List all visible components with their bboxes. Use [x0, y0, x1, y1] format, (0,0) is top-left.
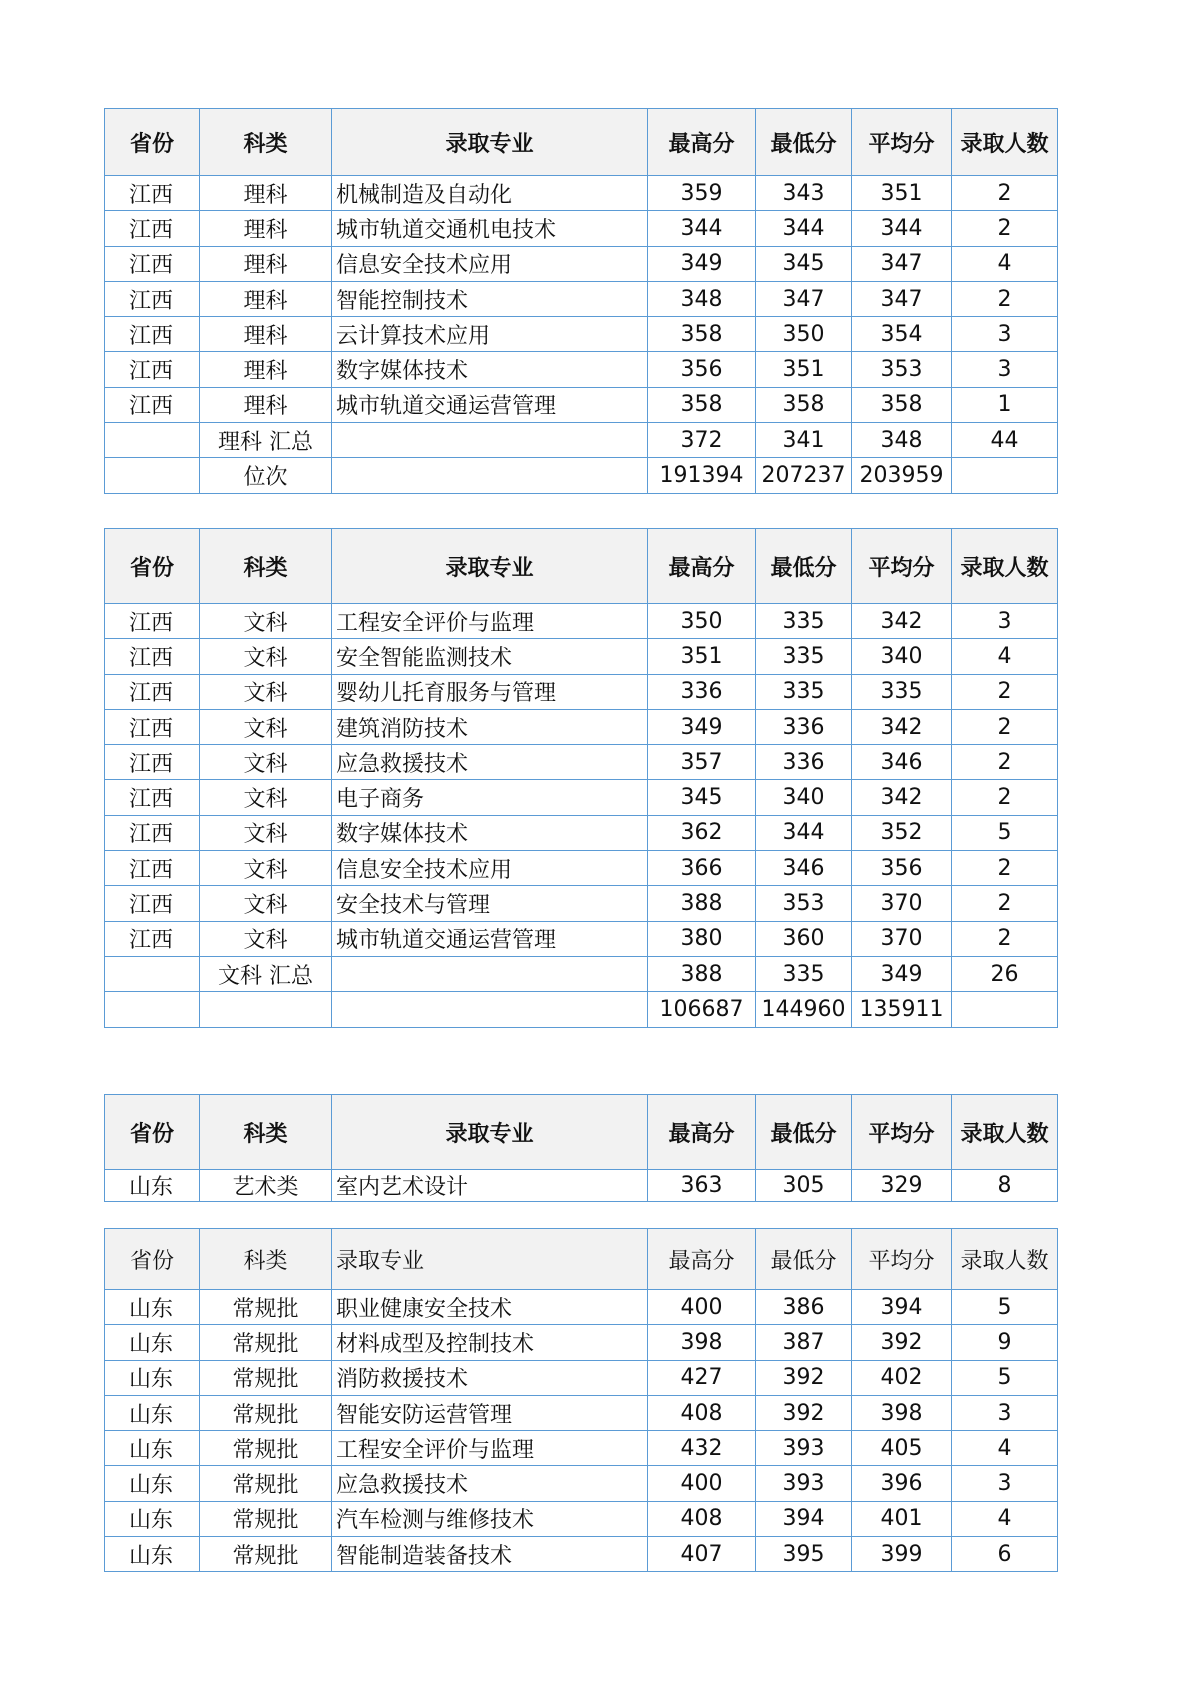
cell-major: 材料成型及控制技术: [332, 1325, 648, 1360]
cell-min-score: 393: [756, 1431, 852, 1466]
cell-admitted-count: 44: [952, 423, 1058, 458]
header-avg-score: 平均分: [852, 1095, 952, 1170]
cell-max-score: 358: [648, 387, 756, 422]
cell-admitted-count: 4: [952, 639, 1058, 674]
cell-province: 江西: [105, 211, 200, 246]
header-category: 科类: [200, 1095, 332, 1170]
table-header-row: [105, 1229, 1058, 1290]
cell-province: [105, 458, 200, 493]
header-min-score: 最低分: [756, 1229, 852, 1290]
jiangxi-liberal-arts-table: [104, 528, 1058, 1028]
cell-category: 文科: [200, 886, 332, 921]
header-admitted-count: 录取人数: [952, 1095, 1058, 1170]
cell-avg-score: 347: [852, 281, 952, 316]
cell-max-score: 348: [648, 281, 756, 316]
cell-max-score: 366: [648, 851, 756, 886]
cell-major: 信息安全技术应用: [332, 851, 648, 886]
header-major: 录取专业: [332, 1229, 648, 1290]
cell-major: [332, 956, 648, 991]
cell-min-score: 392: [756, 1395, 852, 1430]
cell-min-score: 144960: [756, 992, 852, 1027]
table-row: [105, 1395, 1058, 1430]
cell-min-score: 392: [756, 1360, 852, 1395]
cell-avg-score: 370: [852, 886, 952, 921]
cell-max-score: 408: [648, 1501, 756, 1536]
cell-major: 汽车检测与维修技术: [332, 1501, 648, 1536]
cell-province: 江西: [105, 176, 200, 211]
table-header-row: [105, 529, 1058, 604]
table-row: [105, 745, 1058, 780]
cell-major: 应急救援技术: [332, 1466, 648, 1501]
cell-max-score: 336: [648, 674, 756, 709]
cell-avg-score: 356: [852, 851, 952, 886]
cell-avg-score: 370: [852, 921, 952, 956]
cell-max-score: 191394: [648, 458, 756, 493]
cell-avg-score: 392: [852, 1325, 952, 1360]
cell-max-score: 407: [648, 1537, 756, 1572]
cell-max-score: 400: [648, 1466, 756, 1501]
shandong-art-table: [104, 1094, 1058, 1202]
cell-province: 山东: [105, 1325, 200, 1360]
cell-category: 理科: [200, 387, 332, 422]
cell-major: 城市轨道交通运营管理: [332, 387, 648, 422]
table-row: [105, 1360, 1058, 1395]
table-row: [105, 992, 1058, 1027]
cell-avg-score: 398: [852, 1395, 952, 1430]
cell-category: 理科: [200, 352, 332, 387]
header-major: 录取专业: [332, 109, 648, 176]
cell-admitted-count: 6: [952, 1537, 1058, 1572]
cell-province: 江西: [105, 745, 200, 780]
header-category: 科类: [200, 109, 332, 176]
cell-category: 文科: [200, 709, 332, 744]
cell-admitted-count: 4: [952, 1501, 1058, 1536]
header-admitted-count: 录取人数: [952, 1229, 1058, 1290]
cell-max-score: 372: [648, 423, 756, 458]
cell-avg-score: 402: [852, 1360, 952, 1395]
cell-admitted-count: 2: [952, 745, 1058, 780]
cell-category: 理科 汇总: [200, 423, 332, 458]
cell-major: 城市轨道交通机电技术: [332, 211, 648, 246]
cell-category: 文科 汇总: [200, 956, 332, 991]
cell-max-score: 359: [648, 176, 756, 211]
cell-province: [105, 423, 200, 458]
cell-category: 理科: [200, 246, 332, 281]
cell-category: 文科: [200, 780, 332, 815]
cell-province: 江西: [105, 780, 200, 815]
cell-admitted-count: 2: [952, 211, 1058, 246]
cell-avg-score: 351: [852, 176, 952, 211]
header-category: 科类: [200, 1229, 332, 1290]
cell-province: 江西: [105, 604, 200, 639]
cell-province: 山东: [105, 1395, 200, 1430]
cell-max-score: 357: [648, 745, 756, 780]
table-row: [105, 956, 1058, 991]
cell-min-score: 335: [756, 674, 852, 709]
table-row: [105, 317, 1058, 352]
cell-admitted-count: 3: [952, 317, 1058, 352]
cell-category: 常规批: [200, 1395, 332, 1430]
header-min-score: 最低分: [756, 529, 852, 604]
cell-province: 山东: [105, 1290, 200, 1325]
cell-max-score: 380: [648, 921, 756, 956]
cell-category: 理科: [200, 176, 332, 211]
table-header-row: [105, 1095, 1058, 1170]
header-avg-score: 平均分: [852, 1229, 952, 1290]
cell-category: 文科: [200, 639, 332, 674]
cell-max-score: 398: [648, 1325, 756, 1360]
cell-admitted-count: 3: [952, 604, 1058, 639]
header-province: 省份: [105, 109, 200, 176]
cell-min-score: 393: [756, 1466, 852, 1501]
cell-category: 艺术类: [200, 1170, 332, 1202]
cell-major: 室内艺术设计: [332, 1170, 648, 1202]
header-admitted-count: 录取人数: [952, 529, 1058, 604]
cell-min-score: 346: [756, 851, 852, 886]
cell-category: 常规批: [200, 1466, 332, 1501]
cell-max-score: 349: [648, 709, 756, 744]
cell-major: 电子商务: [332, 780, 648, 815]
cell-min-score: 358: [756, 387, 852, 422]
cell-max-score: 358: [648, 317, 756, 352]
table-row: [105, 1170, 1058, 1202]
cell-min-score: 335: [756, 956, 852, 991]
cell-province: 江西: [105, 246, 200, 281]
cell-category: 文科: [200, 815, 332, 850]
cell-category: 理科: [200, 317, 332, 352]
cell-min-score: 387: [756, 1325, 852, 1360]
cell-admitted-count: 2: [952, 176, 1058, 211]
cell-category: 文科: [200, 674, 332, 709]
cell-min-score: 344: [756, 211, 852, 246]
cell-category: 文科: [200, 745, 332, 780]
cell-avg-score: 342: [852, 780, 952, 815]
table-row: [105, 674, 1058, 709]
cell-admitted-count: 3: [952, 1466, 1058, 1501]
cell-min-score: 207237: [756, 458, 852, 493]
cell-province: 江西: [105, 709, 200, 744]
cell-major: 数字媒体技术: [332, 352, 648, 387]
cell-major: 职业健康安全技术: [332, 1290, 648, 1325]
header-avg-score: 平均分: [852, 109, 952, 176]
table-row: [105, 423, 1058, 458]
cell-avg-score: 394: [852, 1290, 952, 1325]
cell-admitted-count: 5: [952, 815, 1058, 850]
cell-max-score: 363: [648, 1170, 756, 1202]
cell-min-score: 336: [756, 745, 852, 780]
cell-min-score: 386: [756, 1290, 852, 1325]
cell-avg-score: 349: [852, 956, 952, 991]
cell-avg-score: 346: [852, 745, 952, 780]
cell-avg-score: 352: [852, 815, 952, 850]
cell-category: 理科: [200, 281, 332, 316]
cell-category: 常规批: [200, 1360, 332, 1395]
cell-province: [105, 956, 200, 991]
cell-admitted-count: 2: [952, 921, 1058, 956]
table-row: [105, 1466, 1058, 1501]
cell-max-score: 344: [648, 211, 756, 246]
cell-major: [332, 423, 648, 458]
table-row: [105, 246, 1058, 281]
table-row: [105, 1537, 1058, 1572]
table-row: [105, 851, 1058, 886]
cell-admitted-count: 5: [952, 1360, 1058, 1395]
table-row: [105, 352, 1058, 387]
cell-min-score: 343: [756, 176, 852, 211]
cell-max-score: 362: [648, 815, 756, 850]
table-row: [105, 1290, 1058, 1325]
header-avg-score: 平均分: [852, 529, 952, 604]
table-row: [105, 211, 1058, 246]
cell-min-score: 335: [756, 604, 852, 639]
cell-category: 常规批: [200, 1325, 332, 1360]
cell-province: 山东: [105, 1431, 200, 1466]
cell-major: 婴幼儿托育服务与管理: [332, 674, 648, 709]
cell-avg-score: 344: [852, 211, 952, 246]
cell-major: 消防救援技术: [332, 1360, 648, 1395]
header-max-score: 最高分: [648, 1229, 756, 1290]
shandong-regular-batch-table: [104, 1228, 1058, 1572]
cell-avg-score: 354: [852, 317, 952, 352]
cell-avg-score: 396: [852, 1466, 952, 1501]
cell-avg-score: 329: [852, 1170, 952, 1202]
cell-admitted-count: 4: [952, 1431, 1058, 1466]
cell-admitted-count: 9: [952, 1325, 1058, 1360]
cell-admitted-count: 8: [952, 1170, 1058, 1202]
header-max-score: 最高分: [648, 1095, 756, 1170]
table-row: [105, 281, 1058, 316]
cell-avg-score: 399: [852, 1537, 952, 1572]
cell-avg-score: 358: [852, 387, 952, 422]
cell-province: 山东: [105, 1360, 200, 1395]
cell-category: 文科: [200, 921, 332, 956]
cell-major: 工程安全评价与监理: [332, 1431, 648, 1466]
cell-max-score: 388: [648, 956, 756, 991]
cell-max-score: 345: [648, 780, 756, 815]
cell-category: 文科: [200, 604, 332, 639]
cell-admitted-count: 2: [952, 674, 1058, 709]
cell-avg-score: 342: [852, 709, 952, 744]
table-row: [105, 604, 1058, 639]
cell-avg-score: 342: [852, 604, 952, 639]
cell-province: 山东: [105, 1537, 200, 1572]
cell-admitted-count: [952, 992, 1058, 1027]
cell-avg-score: 347: [852, 246, 952, 281]
cell-min-score: 340: [756, 780, 852, 815]
header-category: 科类: [200, 529, 332, 604]
cell-province: 山东: [105, 1170, 200, 1202]
table-row: [105, 639, 1058, 674]
cell-category: 常规批: [200, 1290, 332, 1325]
cell-category: 文科: [200, 851, 332, 886]
cell-major: 工程安全评价与监理: [332, 604, 648, 639]
cell-category: [200, 992, 332, 1027]
header-min-score: 最低分: [756, 1095, 852, 1170]
cell-min-score: 360: [756, 921, 852, 956]
cell-province: 江西: [105, 352, 200, 387]
cell-province: [105, 992, 200, 1027]
cell-major: 安全智能监测技术: [332, 639, 648, 674]
cell-admitted-count: 1: [952, 387, 1058, 422]
cell-avg-score: 401: [852, 1501, 952, 1536]
cell-avg-score: 340: [852, 639, 952, 674]
cell-province: 山东: [105, 1466, 200, 1501]
cell-major: 信息安全技术应用: [332, 246, 648, 281]
table-row: [105, 815, 1058, 850]
cell-avg-score: 353: [852, 352, 952, 387]
cell-avg-score: 348: [852, 423, 952, 458]
jiangxi-science-table: [104, 108, 1058, 494]
cell-max-score: 350: [648, 604, 756, 639]
cell-avg-score: 335: [852, 674, 952, 709]
cell-max-score: 388: [648, 886, 756, 921]
cell-admitted-count: 2: [952, 281, 1058, 316]
cell-min-score: 394: [756, 1501, 852, 1536]
header-max-score: 最高分: [648, 529, 756, 604]
cell-province: 江西: [105, 921, 200, 956]
cell-major: [332, 458, 648, 493]
cell-avg-score: 135911: [852, 992, 952, 1027]
header-max-score: 最高分: [648, 109, 756, 176]
header-province: 省份: [105, 1229, 200, 1290]
cell-min-score: 347: [756, 281, 852, 316]
cell-major: 智能安防运营管理: [332, 1395, 648, 1430]
cell-province: 山东: [105, 1501, 200, 1536]
cell-category: 常规批: [200, 1501, 332, 1536]
header-province: 省份: [105, 529, 200, 604]
cell-province: 江西: [105, 851, 200, 886]
cell-admitted-count: 3: [952, 352, 1058, 387]
table-row: [105, 1431, 1058, 1466]
cell-category: 常规批: [200, 1537, 332, 1572]
cell-max-score: 106687: [648, 992, 756, 1027]
table-row: [105, 886, 1058, 921]
cell-admitted-count: 26: [952, 956, 1058, 991]
table-row: [105, 176, 1058, 211]
cell-admitted-count: 2: [952, 780, 1058, 815]
cell-category: 位次: [200, 458, 332, 493]
cell-min-score: 305: [756, 1170, 852, 1202]
cell-province: 江西: [105, 639, 200, 674]
cell-min-score: 351: [756, 352, 852, 387]
cell-major: 建筑消防技术: [332, 709, 648, 744]
cell-major: 智能制造装备技术: [332, 1537, 648, 1572]
cell-max-score: 432: [648, 1431, 756, 1466]
cell-major: 应急救援技术: [332, 745, 648, 780]
cell-major: 智能控制技术: [332, 281, 648, 316]
table-header-row: [105, 109, 1058, 176]
cell-min-score: 395: [756, 1537, 852, 1572]
cell-max-score: 349: [648, 246, 756, 281]
cell-min-score: 341: [756, 423, 852, 458]
cell-min-score: 345: [756, 246, 852, 281]
cell-major: [332, 992, 648, 1027]
table-row: [105, 780, 1058, 815]
cell-admitted-count: 2: [952, 709, 1058, 744]
cell-major: 数字媒体技术: [332, 815, 648, 850]
cell-avg-score: 405: [852, 1431, 952, 1466]
table-row: [105, 387, 1058, 422]
cell-min-score: 344: [756, 815, 852, 850]
cell-province: 江西: [105, 387, 200, 422]
cell-province: 江西: [105, 674, 200, 709]
cell-province: 江西: [105, 815, 200, 850]
table-row: [105, 458, 1058, 493]
header-major: 录取专业: [332, 529, 648, 604]
table-row: [105, 1325, 1058, 1360]
cell-max-score: 356: [648, 352, 756, 387]
table-row: [105, 1501, 1058, 1536]
table-row: [105, 921, 1058, 956]
cell-max-score: 351: [648, 639, 756, 674]
cell-max-score: 427: [648, 1360, 756, 1395]
cell-avg-score: 203959: [852, 458, 952, 493]
header-admitted-count: 录取人数: [952, 109, 1058, 176]
cell-category: 常规批: [200, 1431, 332, 1466]
cell-admitted-count: [952, 458, 1058, 493]
cell-admitted-count: 3: [952, 1395, 1058, 1430]
cell-min-score: 336: [756, 709, 852, 744]
cell-admitted-count: 2: [952, 886, 1058, 921]
cell-min-score: 335: [756, 639, 852, 674]
table-row: [105, 709, 1058, 744]
header-province: 省份: [105, 1095, 200, 1170]
cell-province: 江西: [105, 886, 200, 921]
cell-admitted-count: 4: [952, 246, 1058, 281]
header-min-score: 最低分: [756, 109, 852, 176]
cell-province: 江西: [105, 317, 200, 352]
cell-min-score: 350: [756, 317, 852, 352]
cell-max-score: 400: [648, 1290, 756, 1325]
cell-admitted-count: 5: [952, 1290, 1058, 1325]
cell-max-score: 408: [648, 1395, 756, 1430]
cell-major: 机械制造及自动化: [332, 176, 648, 211]
cell-min-score: 353: [756, 886, 852, 921]
cell-category: 理科: [200, 211, 332, 246]
cell-major: 安全技术与管理: [332, 886, 648, 921]
header-major: 录取专业: [332, 1095, 648, 1170]
cell-admitted-count: 2: [952, 851, 1058, 886]
cell-major: 云计算技术应用: [332, 317, 648, 352]
cell-major: 城市轨道交通运营管理: [332, 921, 648, 956]
cell-province: 江西: [105, 281, 200, 316]
